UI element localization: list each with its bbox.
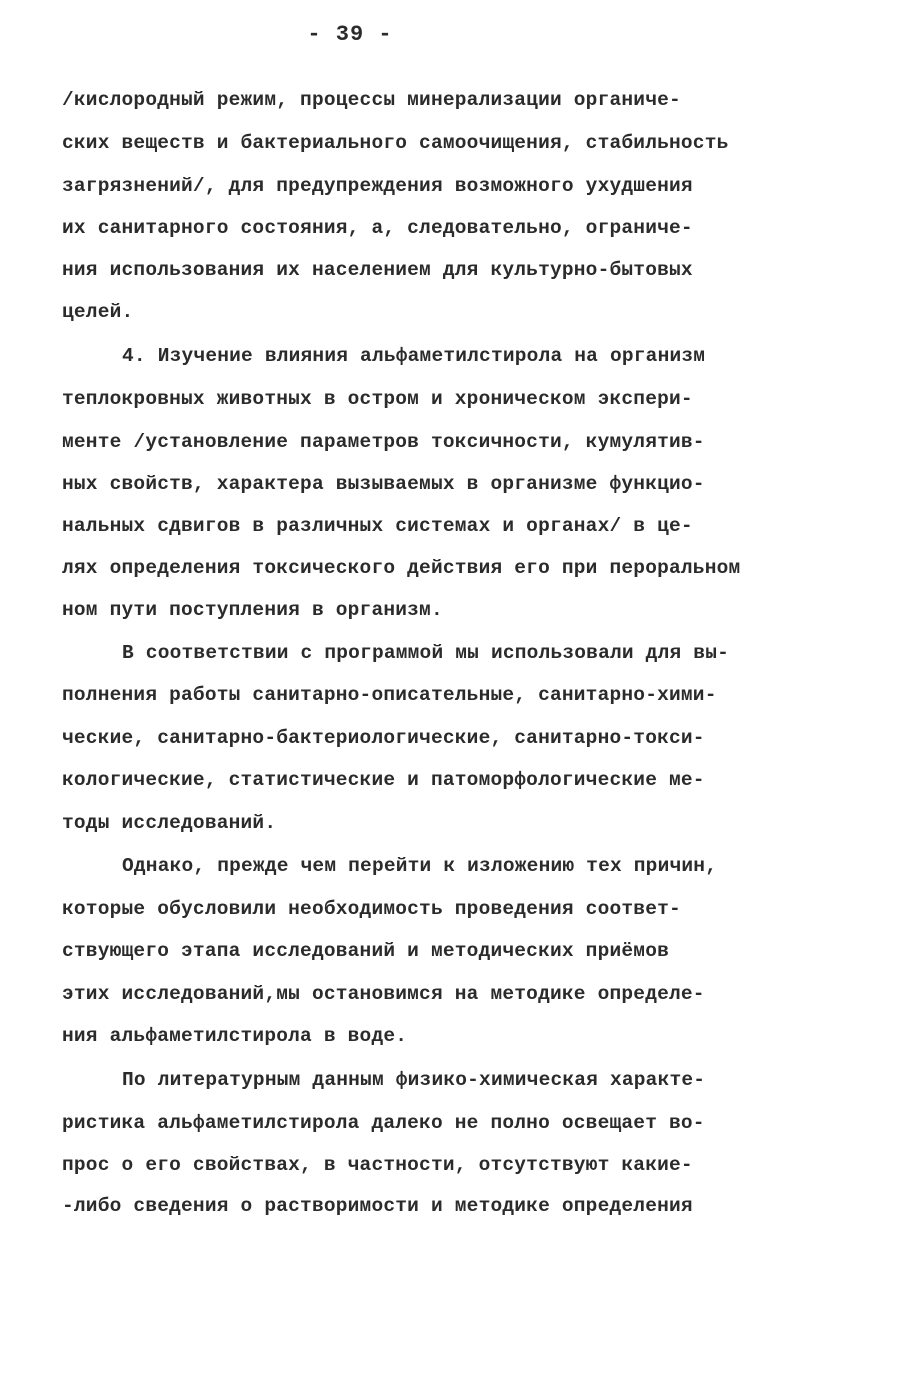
text-line: менте /установление параметров токсичности, кумулятив- xyxy=(62,431,705,453)
text-line: прос о его свойствах, в частности, отсутствуют какие- xyxy=(62,1154,693,1176)
text-line: полнения работы санитарно-описательные, санитарно-хими- xyxy=(62,684,717,706)
text-line: /кислородный режим, процессы минерализации органиче- xyxy=(62,89,681,111)
text-line: лях определения токсического действия его при пероральном xyxy=(62,557,741,579)
text-line: нальных сдвигов в различных системах и органах/ в це- xyxy=(62,515,693,537)
text-line: ния альфаметилстирола в воде. xyxy=(62,1025,408,1047)
text-line: их санитарного состояния, а, следовательно, ограниче- xyxy=(62,217,693,239)
page-number: - 39 - xyxy=(307,22,393,47)
text-line: целей. xyxy=(62,301,134,323)
paragraph-first-line: 4. Изучение влияния альфаметилстирола на организм xyxy=(122,345,706,367)
paragraph-first-line: В соответствии с программой мы использовали для вы- xyxy=(122,642,729,664)
text-line: ных свойств, характера вызываемых в организме функцио- xyxy=(62,473,705,495)
text-line: кологические, статистические и патоморфологические ме- xyxy=(62,769,705,791)
text-line: тоды исследований. xyxy=(62,812,277,834)
text-line: ческие, санитарно-бактериологические, санитарно-токси- xyxy=(62,727,705,749)
paragraph-first-line: По литературным данным физико-химическая характе- xyxy=(122,1069,706,1091)
text-line: ских веществ и бактериального самоочищения, стабильность xyxy=(62,132,729,154)
text-line: загрязнений/, для предупреждения возможного ухудшения xyxy=(62,175,693,197)
text-line: ном пути поступления в организм. xyxy=(62,599,443,621)
paragraph-first-line: Однако, прежде чем перейти к изложению тех причин, xyxy=(122,855,718,877)
text-line: теплокровных животных в остром и хроническом экспери- xyxy=(62,388,693,410)
text-line: этих исследований,мы остановимся на методике определе- xyxy=(62,983,705,1005)
text-line: ристика альфаметилстирола далеко не полно освещает во- xyxy=(62,1112,705,1134)
text-line: -либо сведения о растворимости и методике определения xyxy=(62,1195,693,1217)
text-line: ния использования их населением для культурно-бытовых xyxy=(62,259,693,281)
text-line: ствующего этапа исследований и методических приёмов xyxy=(62,940,669,962)
text-line: которые обусловили необходимость проведения соответ- xyxy=(62,898,681,920)
